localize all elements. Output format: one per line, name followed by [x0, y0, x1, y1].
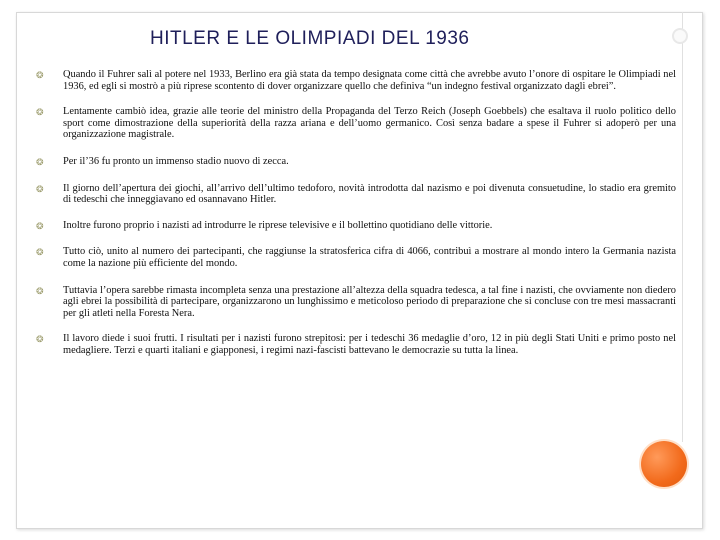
list-item: [36, 285, 676, 320]
bullet-list: [36, 69, 676, 357]
list-item: [36, 156, 676, 168]
list-item-text: Il giorno dell’apertura dei giochi, all’arrivo dell’ultimo tedoforo, novità introdotta dal nazismo e poi divenuta consuetudine, lo stadio era gremito di tedeschi che inneggiavano ed osannavano Hitler.: [63, 182, 676, 206]
list-item-text: Per il’36 fu pronto un immenso stadio nuovo di zecca.: [63, 155, 289, 167]
decorative-line: [682, 12, 683, 442]
list-item-text: Quando il Fuhrer salì al potere nel 1933, Berlino era già stata da tempo designata come città che avrebbe avuto l’onore di ospitare le Olimpiadi nel 1936, ed egli si mostrò a più riprese scontento di dover organizzare quello che definiva “un indegno festival organizzato dagli ebrei”.: [63, 69, 676, 92]
bullet-icon: ❂: [36, 334, 44, 345]
bullet-icon: ❂: [36, 247, 44, 258]
bullet-icon: ❂: [36, 285, 44, 296]
list-item-text: Inoltre furono proprio i nazisti ad introdurre le riprese televisive e il bollettino quotidiano delle vittorie.: [63, 219, 493, 231]
decorative-circle-orange: [641, 441, 687, 487]
list-item: [36, 183, 676, 206]
bullet-icon: ❂: [36, 220, 44, 231]
bullet-icon: ❂: [36, 70, 44, 80]
list-item-text: Il lavoro diede i suoi frutti. I risultati per i nazisti furono strepitosi: per i tedeschi 36 medaglie d’oro, 12 in più degli Stati Uniti e primo posto nel medagliere. Terzi e quarti italiani e giapponesi, i regimi nazi-fascisti battevano le democrazie su tutta la linea.: [63, 333, 676, 356]
list-item-text: Lentamente cambiò idea, grazie alle teorie del ministro della Propaganda del Terzo Reich (Joseph Goebbels) che esaltava il ruolo politico dello sport come dimostrazione della superiorità della razza ariana e dell’uomo germanico. Così senza badare a spese il Fuhrer si adoperò per una organizzazione magistrale.: [63, 106, 676, 141]
bullet-icon: ❂: [36, 107, 44, 118]
slide-title: HITLER E LE OLIMPIADI DEL 1936: [150, 28, 470, 49]
list-item: [36, 220, 676, 232]
list-item: [36, 246, 676, 269]
list-item: [36, 106, 676, 141]
decorative-circle-small: [672, 28, 688, 44]
list-item: [36, 333, 676, 356]
bullet-icon: ❂: [36, 183, 44, 194]
list-item-text: Tutto ciò, unito al numero dei partecipanti, che raggiunse la stratosferica cifra di 4066, contribuì a mostrare al mondo intero la Germania nazista come la nazione più efficiente del mondo.: [63, 246, 676, 269]
bullet-icon: ❂: [36, 156, 44, 167]
list-item: [36, 69, 676, 92]
list-item-text: Tuttavia l’opera sarebbe rimasta incompleta senza una prestazione all’altezza della squadra tedesca, a tal fine i nazisti, che ovviamente non diedero agli ebrei la possibilità di partecipare, organizzarono un lunghissimo e meticoloso periodo di preparazione che si concluse con tre mesi massacranti per gli atleti nella Foresta Nera.: [63, 284, 676, 319]
